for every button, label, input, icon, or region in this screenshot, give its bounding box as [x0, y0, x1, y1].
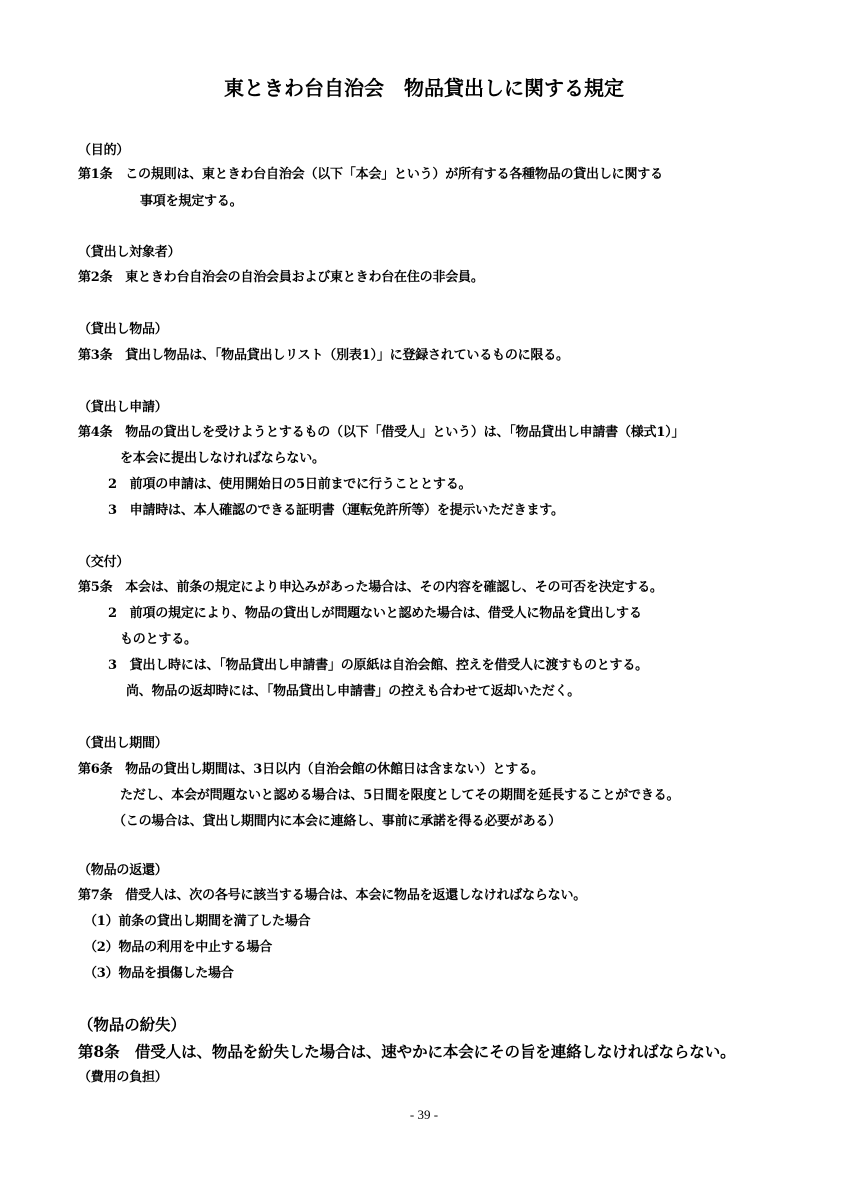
section-heading-loss: （物品の紛失） — [78, 1015, 186, 1034]
article-8-line-1: 第8条 借受人は、物品を紛失した場合は、速やかに本会にその旨を連絡しなければならない。 — [78, 1042, 736, 1061]
article-6-line-1: 第6条 物品の貸出し期間は、3日以内（自治会館の休館日は含まない）とする。 — [78, 762, 544, 777]
article-5-clause-3: 3 貸出し時には、「物品貸出し申請書」の原紙は自治会館、控えを借受人に渡すものとする。 — [108, 658, 648, 673]
article-4-clause-2: 2 前項の申請は、使用開始日の5日前までに行うこととする。 — [108, 477, 472, 492]
article-5-clause-2-cont: ものとする。 — [120, 632, 197, 647]
article-6-line-3: （この場合は、貸出し期間内に本会に連絡し、事前に承諾を得る必要がある） — [113, 814, 562, 829]
article-5-clause-2: 2 前項の規定により、物品の貸出しが問題ないと認めた場合は、借受人に物品を貸出しする — [108, 606, 642, 621]
article-2-line-1: 第2条 東ときわ台自治会の自治会員および東ときわ台在住の非会員。 — [78, 270, 484, 285]
section-heading-eligible-borrowers: （貸出し対象者） — [78, 245, 181, 260]
section-heading-purpose: （目的） — [78, 143, 130, 158]
section-heading-loan-items: （貸出し物品） — [78, 322, 168, 337]
article-1-line-2: 事項を規定する。 — [140, 194, 243, 209]
article-7-item-1: （1）前条の貸出し期間を満了した場合 — [84, 914, 311, 929]
section-heading-return: （物品の返還） — [78, 863, 168, 878]
section-heading-cost-burden: （費用の負担） — [78, 1070, 168, 1085]
article-5-clause-3-cont: 尚、物品の返却時には、「物品貸出し申請書」の控えも合わせて返却いただく。 — [126, 684, 581, 699]
section-heading-loan-period: （貸出し期間） — [78, 736, 168, 751]
section-heading-loan-application: （貸出し申請） — [78, 400, 168, 415]
article-7-line-1: 第7条 借受人は、次の各号に該当する場合は、本会に物品を返還しなければならない。 — [78, 888, 587, 903]
section-heading-issuance: （交付） — [78, 555, 130, 570]
page-number: - 39 - — [409, 1107, 439, 1122]
article-1-line-1: 第1条 この規則は、東ときわ台自治会（以下「本会」という）が所有する各種物品の貸出しに関する — [78, 167, 663, 182]
article-4-clause-3: 3 申請時は、本人確認のできる証明書（運転免許所等）を提示いただきます。 — [108, 503, 564, 518]
article-3-line-1: 第3条 貸出し物品は、「物品貸出しリスト（別表1）」に登録されているものに限る。 — [78, 348, 569, 363]
article-4-line-1: 第4条 物品の貸出しを受けようとするもの（以下「借受人」という）は、「物品貸出し申請書（様式1）」 — [78, 425, 685, 440]
article-5-line-1: 第5条 本会は、前条の規定により申込みがあった場合は、その内容を確認し、その可否を決定する。 — [78, 580, 663, 595]
document-title: 東ときわ台自治会 物品貸出しに関する規定 — [224, 76, 624, 100]
article-7-item-2: （2）物品の利用を中止する場合 — [84, 940, 273, 955]
article-7-item-3: （3）物品を損傷した場合 — [84, 966, 234, 981]
article-4-line-2: を本会に提出しなければならない。 — [120, 451, 325, 466]
article-6-line-2: ただし、本会が問題ないと認める場合は、5日間を限度としてその期間を延長することができる。 — [120, 788, 680, 803]
